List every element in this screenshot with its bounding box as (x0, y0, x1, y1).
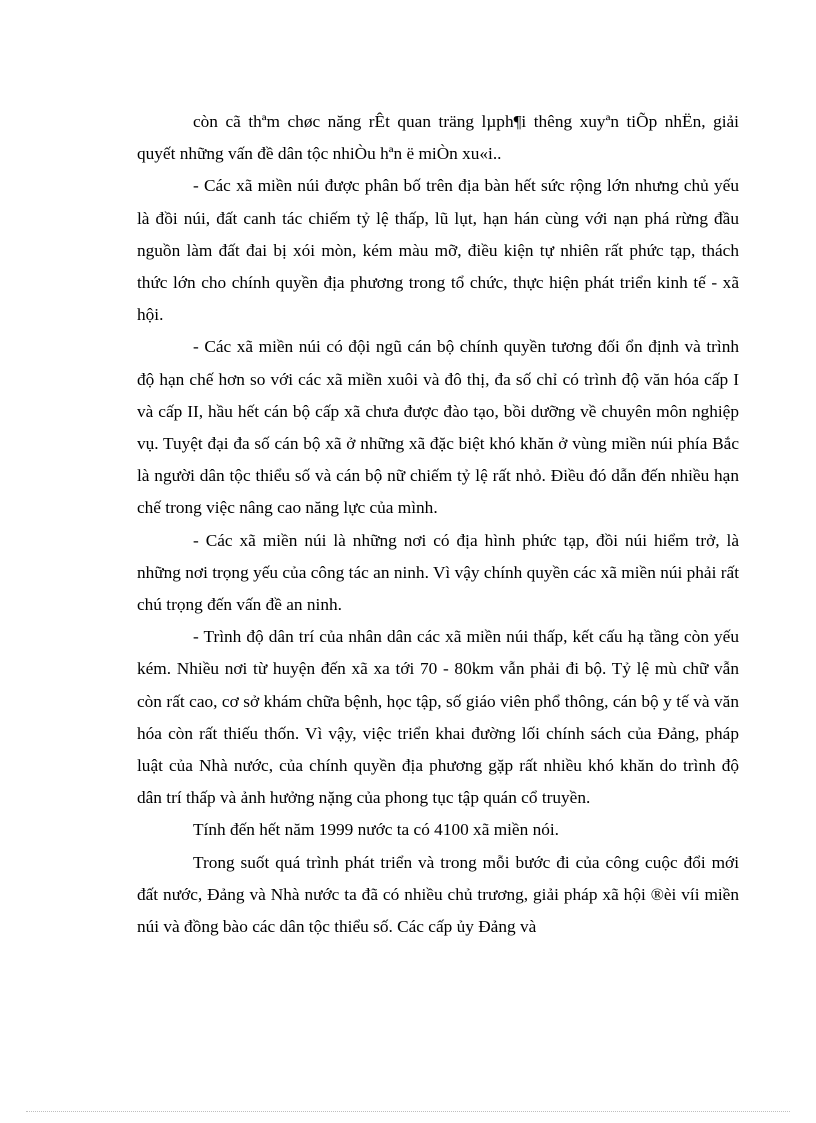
paragraph: - Các xã miền núi có đội ngũ cán bộ chính quyền tương đối ổn định và trình độ hạn chế hơn so với các xã miền xuôi và đô thị, đa số chỉ có trình độ văn hóa cấp I và cấp II, hầu hết cán bộ cấp xã chưa được đào tạo, bồi dưỡng về chuyên môn nghiệp vụ. Tuyệt đại đa số cán bộ xã ở những xã đặc biệt khó khăn ở vùng miền núi phía Bắc là người dân tộc thiểu số và cán bộ nữ chiếm tỷ lệ rất nhỏ. Điều đó dẫn đến nhiều hạn chế trong việc nâng cao năng lực của mình. (137, 337, 739, 518)
paragraph: còn cã thªm chøc năng rÊt quan träng lµph¶i thêng xuyªn tiÕp nhËn, giải quyết những vấn đề dân tộc nhiÒu hªn ë miÒn xu«i.. (137, 112, 739, 164)
paragraph: Trong suốt quá trình phát triển và trong mỗi bước đi của công cuộc đổi mới đất nước, Đảng và Nhà nước ta đã có nhiều chủ trương, giải pháp xã hội ®èi víi miền núi và đồng bào các dân tộc thiểu số. Các cấp ủy Đảng và (137, 852, 739, 937)
paragraph: - Các xã miền núi là những nơi có địa hình phức tạp, đồi núi hiểm trở, là những nơi trọng yếu của công tác an ninh. Vì vậy chính quyền các xã miền núi phải rất chú trọng đến vấn đề an ninh. (137, 530, 739, 615)
body-text (137, 106, 739, 943)
page-bottom-divider (26, 1111, 790, 1112)
paragraph: - Trình độ dân trí của nhân dân các xã miền núi thấp, kết cấu hạ tầng còn yếu kém. Nhiều nơi từ huyện đến xã xa tới 70 - 80km vẫn phải đi bộ. Tỷ lệ mù chữ vẫn còn rất cao, cơ sở khám chữa bệnh, học tập, số giáo viên phổ thông, cán bộ y tế và văn hóa còn rất thiếu thốn. Vì vậy, việc triển khai đường lối chính sách của Đảng, pháp luật của Nhà nước, của chính quyền địa phương gặp rất nhiều khó khăn do trình độ dân trí thấp và ảnh hưởng nặng của phong tục tập quán cổ truyền. (137, 627, 739, 808)
paragraph: - Các xã miền núi được phân bố trên địa bàn hết sức rộng lớn nhưng chủ yếu là đồi núi, đất canh tác chiếm tỷ lệ thấp, lũ lụt, hạn hán cùng với nạn phá rừng đầu nguồn làm đất đai bị xói mòn, kém màu mỡ, điều kiện tự nhiên rất phức tạp, thách thức lớn cho chính quyền địa phương trong tổ chức, thực hiện phát triển kinh tế - xã hội. (137, 176, 739, 325)
paragraph: Tính đến hết năm 1999 nước ta có 4100 xã miền nói. (193, 820, 559, 840)
